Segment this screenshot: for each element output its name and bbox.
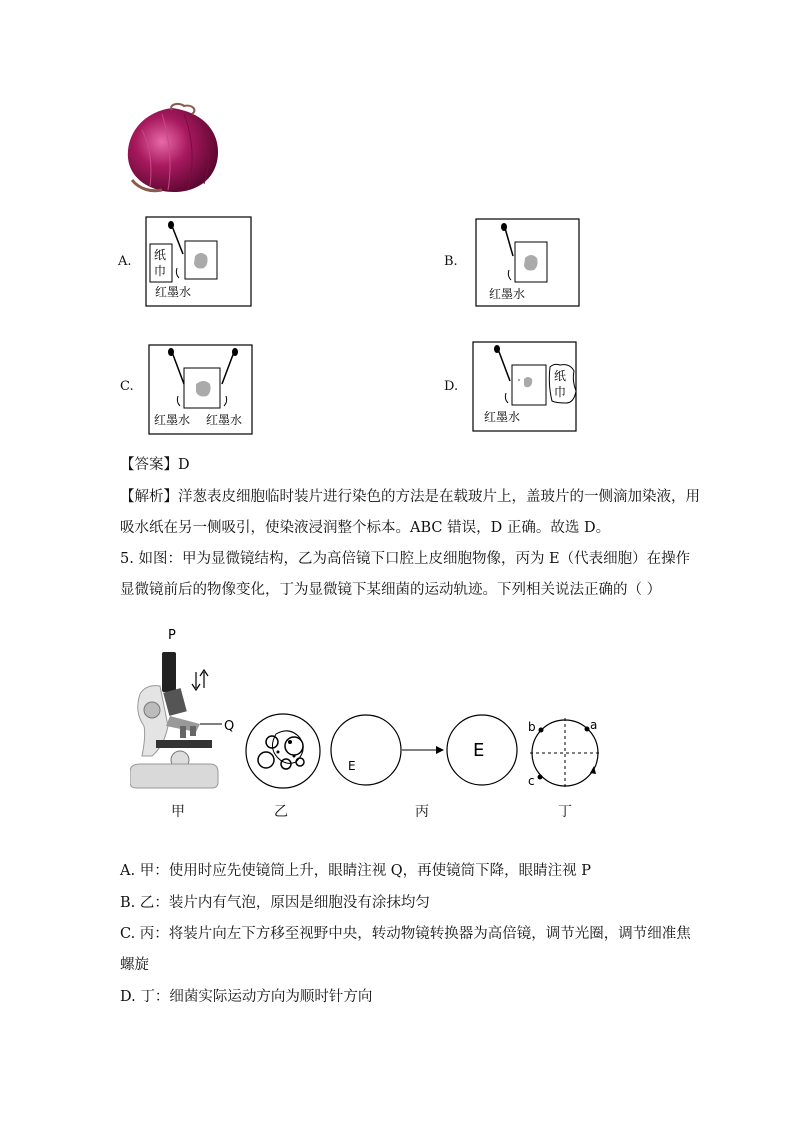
option-d-label: D. [444, 379, 459, 394]
q5-option-a: A. 甲：使用时应先使镜筒上升，眼睛注视 Q，再使镜筒下降，眼睛注视 P [120, 863, 592, 879]
q5-option-c: C. 丙：将装片向左下方移至视野中央，转动物镜转换器为高倍镜，调节光圈，调节细准焦 [120, 926, 691, 942]
caption-ding: 丁 [558, 804, 572, 820]
caption-yi: 乙 [274, 804, 288, 820]
option-b-ink: 红墨水 [489, 287, 526, 301]
point-a: a [590, 718, 598, 732]
point-b: b [528, 720, 536, 734]
label-q: Q [224, 719, 235, 734]
q5-option-c-cont: 螺旋 [120, 957, 149, 973]
cell-view-figure [244, 712, 322, 790]
q5-option-b: B. 乙：装片内有气泡，原因是细胞没有涂抹均匀 [120, 895, 430, 911]
answer-text: 【答案】D [120, 457, 190, 473]
point-c: c [528, 774, 535, 788]
analysis-line-1: 【解析】洋葱表皮细胞临时装片进行染色的方法是在载玻片上，盖玻片的一侧滴加染液，用 [120, 489, 700, 505]
option-d-paper-1: 纸 [554, 369, 567, 383]
option-a-paper-1: 纸 [154, 248, 167, 262]
option-d-paper-2: 巾 [554, 385, 567, 399]
option-c-ink-left: 红墨水 [154, 413, 191, 427]
option-d-ink: 红墨水 [484, 410, 521, 424]
caption-bing: 丙 [415, 804, 429, 820]
onion-image [122, 100, 224, 196]
option-b-figure [475, 218, 581, 308]
option-a-paper-2: 巾 [154, 264, 167, 278]
q5-stem-line-1: 5. 如图：甲为显微镜结构，乙为高倍镜下口腔上皮细胞物像，丙为 E（代表细胞）在操作 [120, 551, 691, 567]
option-d-figure [472, 341, 578, 433]
q5-stem-line-2: 显微镜前后的物像变化，丁为显微镜下某细菌的运动轨迹。下列相关说法正确的（ ） [120, 582, 662, 598]
option-a-ink: 红墨水 [155, 285, 192, 299]
cell-e-small: E [348, 759, 356, 773]
option-a-label: A. [118, 254, 132, 269]
q5-option-d: D. 丁：细菌实际运动方向为顺时针方向 [120, 989, 373, 1005]
label-p: P [168, 628, 176, 643]
caption-jia: 甲 [171, 804, 185, 820]
analysis-line-2: 吸水纸在另一侧吸引，使染液浸润整个标本。ABC 错误，D 正确。故选 D。 [120, 520, 611, 536]
option-c-ink-right: 红墨水 [206, 413, 243, 427]
image-change-figure [330, 712, 522, 790]
microscope-figure [130, 624, 245, 794]
option-c-figure [148, 344, 254, 436]
cell-e-large: E [473, 740, 485, 761]
option-c-label: C. [120, 379, 134, 394]
option-b-label: B. [444, 254, 458, 269]
option-a-figure [145, 216, 253, 308]
trajectory-figure [524, 715, 606, 793]
